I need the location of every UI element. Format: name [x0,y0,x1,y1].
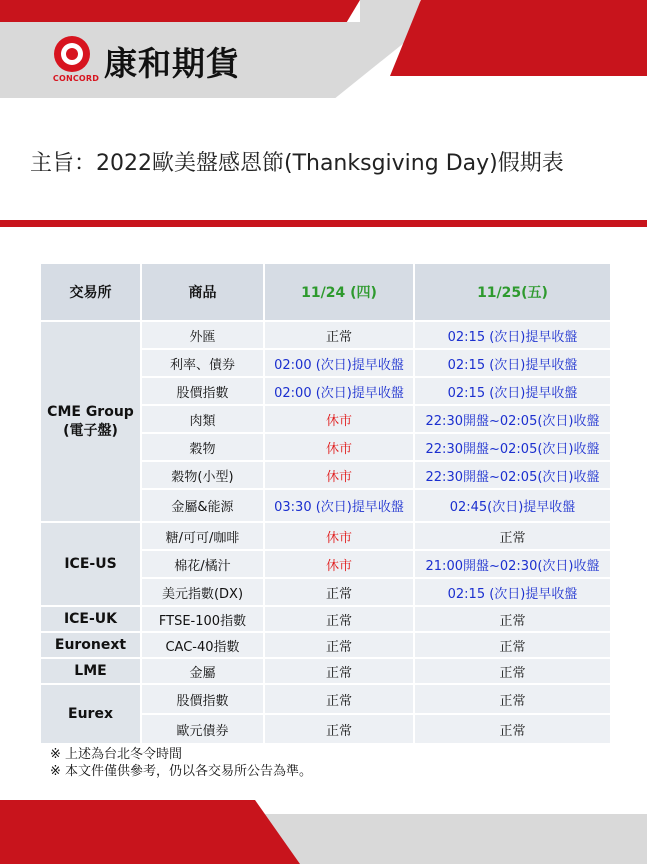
concord-emblem-icon [54,36,90,72]
logo-subtext: CONCORD [52,74,100,83]
footnote-timezone: ※ 上述為台北冬令時間 [50,747,183,762]
footer-gray-band [250,814,647,864]
date-2-cell: 正常 [414,522,611,550]
date-1-cell: 02:00 (次日)提早收盤 [264,377,414,405]
date-1-cell: 正常 [264,658,414,684]
table-row [40,632,611,658]
product-cell: 棉花/橘汁 [141,550,264,578]
product-cell: 穀物 [141,433,264,461]
date-2-cell: 正常 [414,606,611,632]
col-header-exchange: 交易所 [40,263,141,321]
header-red-stripe [0,0,360,24]
date-1-cell: 正常 [264,684,414,714]
date-2-cell: 21:00開盤~02:30(次日)收盤 [414,550,611,578]
table-row [40,522,611,550]
footnotes [50,746,312,780]
date-2-cell: 正常 [414,714,611,744]
product-cell: 穀物(小型) [141,461,264,489]
date-2-cell: 正常 [414,658,611,684]
product-cell: 美元指數(DX) [141,578,264,606]
date-1-cell: 正常 [264,714,414,744]
product-cell: 金屬&能源 [141,489,264,522]
exchange-cell: Euronext [40,632,141,658]
header-row [40,263,611,321]
exchange-cell: CME Group (電子盤) [40,321,141,522]
table-body [40,321,611,744]
date-2-cell: 02:15 (次日)提早收盤 [414,321,611,349]
date-1-cell: 正常 [264,632,414,658]
exchange-cell: LME [40,658,141,684]
date-2-cell: 02:45(次日)提早收盤 [414,489,611,522]
product-cell: CAC-40指數 [141,632,264,658]
table-row [40,658,611,684]
table-row [40,606,611,632]
date-1-cell: 休市 [264,461,414,489]
footnote-disclaimer: ※ 本文件僅供參考，仍以各交易所公告為準。 [50,764,313,779]
date-1-cell: 正常 [264,578,414,606]
table-row [40,321,611,349]
col-header-date-2: 11/25(五) [414,263,611,321]
brand-name: 康和期貨 [104,44,240,83]
exchange-cell: ICE-US [40,522,141,606]
date-1-cell: 休市 [264,550,414,578]
product-cell: 利率、債券 [141,349,264,377]
date-1-cell: 休市 [264,433,414,461]
header-gray-accent [360,0,420,24]
title-divider [0,220,647,227]
date-2-cell: 正常 [414,684,611,714]
footer-red-band [0,800,300,864]
col-header-date-1: 11/24 (四) [264,263,414,321]
date-2-cell: 22:30開盤~02:05(次日)收盤 [414,433,611,461]
product-cell: FTSE-100指數 [141,606,264,632]
holiday-table [39,262,612,745]
product-cell: 肉類 [141,405,264,433]
product-cell: 股價指數 [141,684,264,714]
product-cell: 歐元債券 [141,714,264,744]
product-cell: 股價指數 [141,377,264,405]
product-cell: 金屬 [141,658,264,684]
date-1-cell: 正常 [264,321,414,349]
header-red-block [390,0,647,76]
exchange-cell: Eurex [40,684,141,744]
date-2-cell: 02:15 (次日)提早收盤 [414,349,611,377]
date-2-cell: 02:15 (次日)提早收盤 [414,578,611,606]
product-cell: 糖/可可/咖啡 [141,522,264,550]
date-1-cell: 正常 [264,606,414,632]
product-cell: 外匯 [141,321,264,349]
concord-logo [48,36,108,86]
date-2-cell: 22:30開盤~02:05(次日)收盤 [414,405,611,433]
date-1-cell: 休市 [264,522,414,550]
date-2-cell: 22:30開盤~02:05(次日)收盤 [414,461,611,489]
date-1-cell: 02:00 (次日)提早收盤 [264,349,414,377]
col-header-product: 商品 [141,263,264,321]
date-2-cell: 正常 [414,632,611,658]
date-2-cell: 02:15 (次日)提早收盤 [414,377,611,405]
exchange-cell: ICE-UK [40,606,141,632]
date-1-cell: 休市 [264,405,414,433]
table-row [40,684,611,714]
page-title: 主旨：2022歐美盤感恩節(Thanksgiving Day)假期表 [30,151,564,176]
date-1-cell: 03:30 (次日)提早收盤 [264,489,414,522]
